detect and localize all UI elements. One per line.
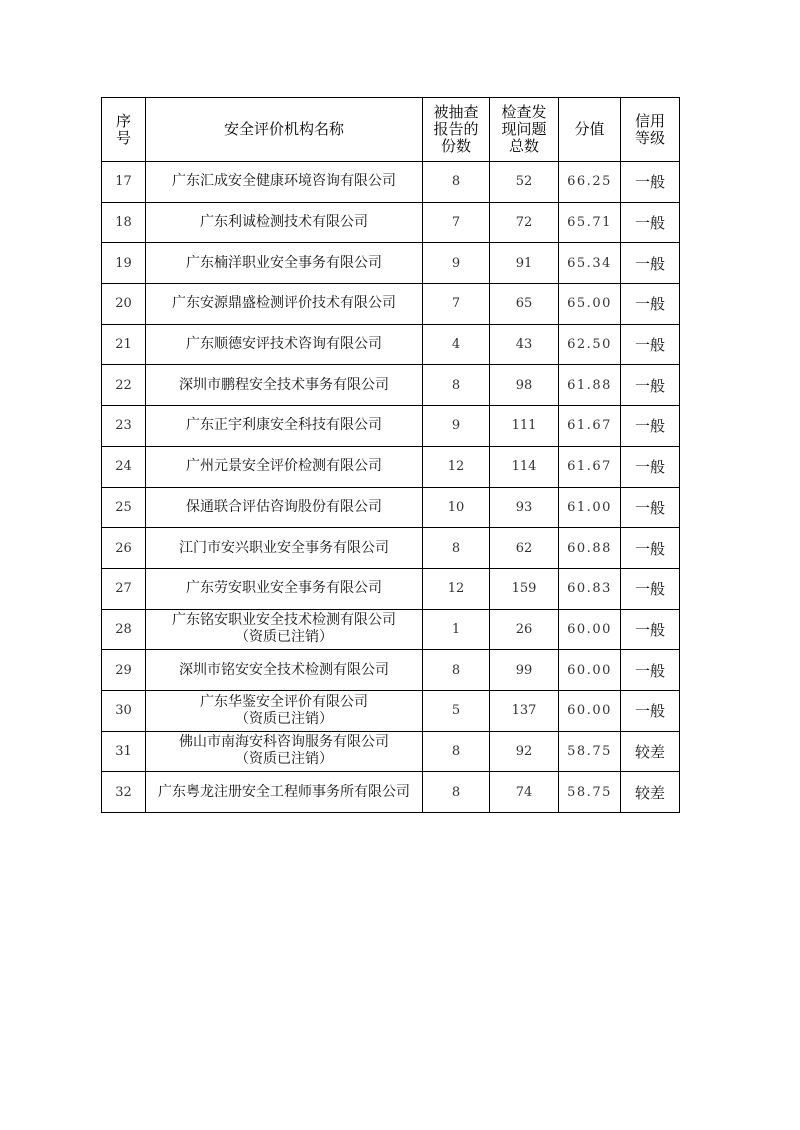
cell-issues: 93 bbox=[490, 487, 559, 528]
cell-org-name bbox=[146, 324, 423, 365]
cell-seq: 30 bbox=[102, 690, 146, 731]
cell-grade: 一般 bbox=[621, 568, 680, 609]
org-name: 保通联合评估咨询股份有限公司 bbox=[186, 498, 382, 515]
cell-seq: 24 bbox=[102, 446, 146, 487]
org-name: 广州元景安全评价检测有限公司 bbox=[186, 458, 382, 475]
cell-reports: 12 bbox=[423, 446, 490, 487]
cell-reports: 1 bbox=[423, 609, 490, 650]
cell-score: 61.67 bbox=[559, 406, 621, 447]
org-name: 广东汇成安全健康环境咨询有限公司 bbox=[172, 173, 396, 190]
cell-org-name bbox=[146, 568, 423, 609]
table-row bbox=[102, 446, 680, 487]
header-reports: 被抽查 报告的 份数 bbox=[423, 98, 490, 162]
table-body bbox=[102, 162, 680, 813]
cell-grade: 一般 bbox=[621, 487, 680, 528]
cell-org-name bbox=[146, 446, 423, 487]
cell-seq: 19 bbox=[102, 243, 146, 284]
cell-issues: 92 bbox=[490, 731, 559, 772]
cell-score: 61.00 bbox=[559, 487, 621, 528]
header-grade: 信用 等级 bbox=[621, 98, 680, 162]
header-seq: 序 号 bbox=[102, 98, 146, 162]
cell-score: 62.50 bbox=[559, 324, 621, 365]
table-row bbox=[102, 772, 680, 813]
cell-grade: 一般 bbox=[621, 650, 680, 691]
cell-org-name bbox=[146, 690, 423, 731]
cell-org-name bbox=[146, 162, 423, 203]
table-row bbox=[102, 528, 680, 569]
cell-grade: 一般 bbox=[621, 284, 680, 325]
cell-issues: 159 bbox=[490, 568, 559, 609]
cell-grade: 一般 bbox=[621, 446, 680, 487]
org-name: 广东利诚检测技术有限公司 bbox=[200, 214, 368, 231]
cell-org-name bbox=[146, 650, 423, 691]
table-header bbox=[102, 98, 680, 162]
table-row bbox=[102, 487, 680, 528]
org-name: 广东安源鼎盛检测评价技术有限公司 bbox=[172, 295, 396, 312]
table-row bbox=[102, 690, 680, 731]
cell-issues: 98 bbox=[490, 365, 559, 406]
cell-reports: 8 bbox=[423, 731, 490, 772]
cell-org-name bbox=[146, 609, 423, 650]
cell-reports: 8 bbox=[423, 365, 490, 406]
org-name: 江门市安兴职业安全事务有限公司 bbox=[179, 539, 389, 556]
cell-seq: 23 bbox=[102, 406, 146, 447]
cell-grade: 较差 bbox=[621, 731, 680, 772]
cell-grade: 一般 bbox=[621, 202, 680, 243]
table-row bbox=[102, 731, 680, 772]
org-name: 广东楠洋职业安全事务有限公司 bbox=[186, 254, 382, 271]
cell-org-name bbox=[146, 284, 423, 325]
cell-reports: 5 bbox=[423, 690, 490, 731]
cell-seq: 18 bbox=[102, 202, 146, 243]
cell-score: 61.67 bbox=[559, 446, 621, 487]
table-row bbox=[102, 284, 680, 325]
cell-reports: 4 bbox=[423, 324, 490, 365]
cell-issues: 114 bbox=[490, 446, 559, 487]
header-row bbox=[102, 98, 680, 162]
cell-score: 65.34 bbox=[559, 243, 621, 284]
cell-issues: 65 bbox=[490, 284, 559, 325]
cell-grade: 一般 bbox=[621, 324, 680, 365]
cell-seq: 17 bbox=[102, 162, 146, 203]
cell-issues: 91 bbox=[490, 243, 559, 284]
org-name: 深圳市鹏程安全技术事务有限公司 bbox=[179, 376, 389, 393]
table-row bbox=[102, 365, 680, 406]
cell-grade: 一般 bbox=[621, 690, 680, 731]
cell-score: 65.00 bbox=[559, 284, 621, 325]
table-row bbox=[102, 406, 680, 447]
cell-seq: 26 bbox=[102, 528, 146, 569]
table-row bbox=[102, 162, 680, 203]
cell-issues: 62 bbox=[490, 528, 559, 569]
cell-issues: 26 bbox=[490, 609, 559, 650]
cell-grade: 一般 bbox=[621, 406, 680, 447]
cell-score: 66.25 bbox=[559, 162, 621, 203]
cell-score: 58.75 bbox=[559, 731, 621, 772]
org-name: 广东劳安职业安全事务有限公司 bbox=[186, 580, 382, 597]
org-status-note: （资质已注销） bbox=[235, 629, 333, 646]
org-status-note: （资质已注销） bbox=[235, 710, 333, 727]
org-name: 广东华鉴安全评价有限公司 bbox=[200, 693, 368, 710]
cell-org-name bbox=[146, 528, 423, 569]
cell-issues: 52 bbox=[490, 162, 559, 203]
cell-seq: 27 bbox=[102, 568, 146, 609]
cell-grade: 一般 bbox=[621, 243, 680, 284]
cell-seq: 25 bbox=[102, 487, 146, 528]
table-row bbox=[102, 202, 680, 243]
cell-org-name bbox=[146, 487, 423, 528]
cell-seq: 21 bbox=[102, 324, 146, 365]
cell-reports: 8 bbox=[423, 528, 490, 569]
cell-org-name bbox=[146, 202, 423, 243]
cell-org-name bbox=[146, 731, 423, 772]
cell-score: 65.71 bbox=[559, 202, 621, 243]
table-row bbox=[102, 650, 680, 691]
cell-grade: 一般 bbox=[621, 528, 680, 569]
table-row bbox=[102, 243, 680, 284]
cell-grade: 一般 bbox=[621, 365, 680, 406]
cell-grade: 较差 bbox=[621, 772, 680, 813]
cell-score: 60.88 bbox=[559, 528, 621, 569]
org-name: 佛山市南海安科咨询服务有限公司 bbox=[179, 734, 389, 751]
cell-reports: 12 bbox=[423, 568, 490, 609]
cell-grade: 一般 bbox=[621, 162, 680, 203]
cell-issues: 99 bbox=[490, 650, 559, 691]
cell-issues: 43 bbox=[490, 324, 559, 365]
cell-reports: 9 bbox=[423, 243, 490, 284]
cell-seq: 32 bbox=[102, 772, 146, 813]
cell-seq: 22 bbox=[102, 365, 146, 406]
cell-org-name bbox=[146, 772, 423, 813]
cell-seq: 31 bbox=[102, 731, 146, 772]
cell-issues: 74 bbox=[490, 772, 559, 813]
cell-score: 60.00 bbox=[559, 650, 621, 691]
org-status-note: （资质已注销） bbox=[235, 751, 333, 768]
cell-org-name bbox=[146, 365, 423, 406]
cell-score: 61.88 bbox=[559, 365, 621, 406]
cell-score: 58.75 bbox=[559, 772, 621, 813]
cell-score: 60.83 bbox=[559, 568, 621, 609]
cell-org-name bbox=[146, 243, 423, 284]
cell-reports: 8 bbox=[423, 650, 490, 691]
cell-issues: 111 bbox=[490, 406, 559, 447]
cell-reports: 9 bbox=[423, 406, 490, 447]
cell-reports: 7 bbox=[423, 202, 490, 243]
cell-seq: 20 bbox=[102, 284, 146, 325]
cell-score: 60.00 bbox=[559, 609, 621, 650]
credit-rating-table bbox=[101, 97, 680, 813]
org-name: 广东正宇利康安全科技有限公司 bbox=[186, 417, 382, 434]
org-name: 深圳市铭安安全技术检测有限公司 bbox=[179, 661, 389, 678]
header-issues: 检查发 现问题 总数 bbox=[490, 98, 559, 162]
cell-score: 60.00 bbox=[559, 690, 621, 731]
org-name: 广东粤龙注册安全工程师事务所有限公司 bbox=[158, 783, 410, 800]
cell-reports: 8 bbox=[423, 162, 490, 203]
cell-issues: 137 bbox=[490, 690, 559, 731]
cell-org-name bbox=[146, 406, 423, 447]
table-row bbox=[102, 609, 680, 650]
cell-seq: 28 bbox=[102, 609, 146, 650]
header-score: 分值 bbox=[559, 98, 621, 162]
cell-reports: 7 bbox=[423, 284, 490, 325]
org-name: 广东顺德安评技术咨询有限公司 bbox=[186, 336, 382, 353]
org-name: 广东铭安职业安全技术检测有限公司 bbox=[172, 612, 396, 629]
cell-issues: 72 bbox=[490, 202, 559, 243]
table-row bbox=[102, 324, 680, 365]
cell-reports: 10 bbox=[423, 487, 490, 528]
table-row bbox=[102, 568, 680, 609]
cell-grade: 一般 bbox=[621, 609, 680, 650]
header-org-name: 安全评价机构名称 bbox=[146, 98, 423, 162]
cell-reports: 8 bbox=[423, 772, 490, 813]
cell-seq: 29 bbox=[102, 650, 146, 691]
